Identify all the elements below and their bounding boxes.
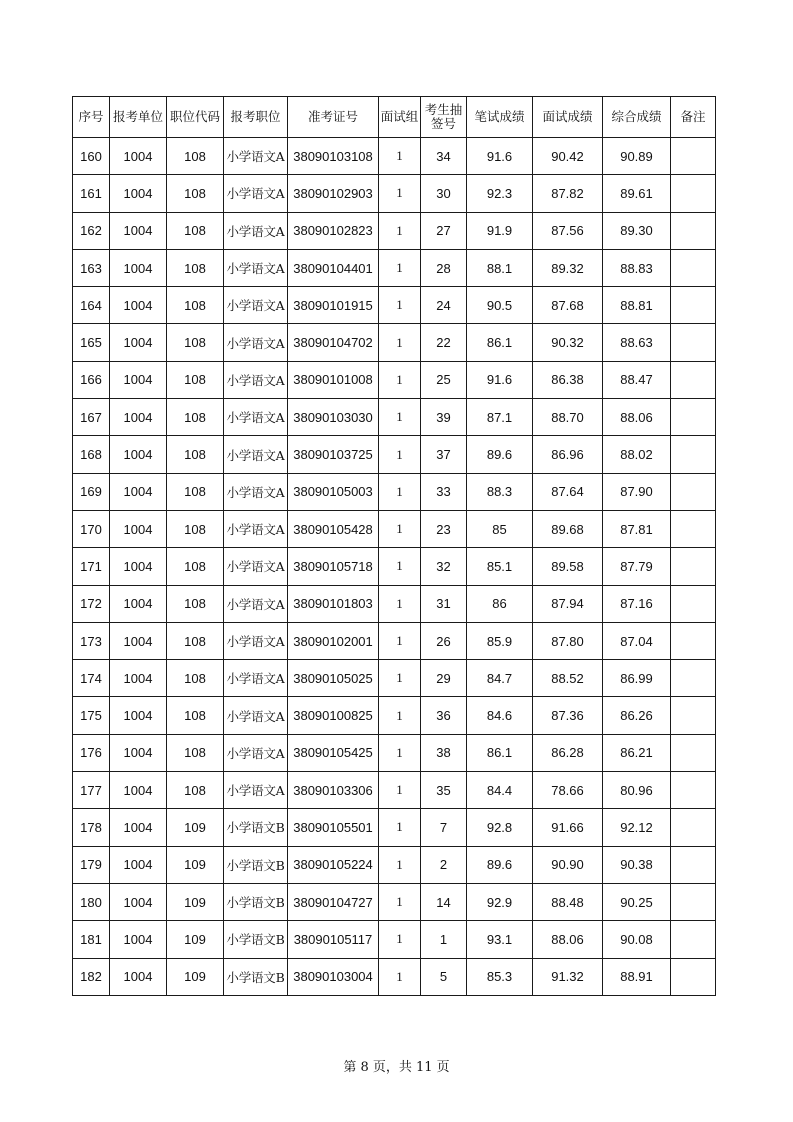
cell-interview-group: 1 xyxy=(379,510,421,547)
table-row xyxy=(73,809,716,846)
cell-interview-score: 91.32 xyxy=(533,958,603,995)
table-row xyxy=(73,622,716,659)
cell-position: 小学语文A xyxy=(224,548,288,585)
cell-interview-score: 87.94 xyxy=(533,585,603,622)
cell-total-score: 90.38 xyxy=(603,846,671,883)
cell-written-score: 85.3 xyxy=(467,958,533,995)
cell-remark xyxy=(671,510,716,547)
cell-written-score: 93.1 xyxy=(467,921,533,958)
cell-position: 小学语文A xyxy=(224,772,288,809)
cell-interview-group: 1 xyxy=(379,697,421,734)
cell-exam-id: 38090101008 xyxy=(288,361,379,398)
cell-interview-group: 1 xyxy=(379,772,421,809)
cell-lot-number: 36 xyxy=(421,697,467,734)
cell-interview-score: 89.58 xyxy=(533,548,603,585)
cell-position: 小学语文A xyxy=(224,399,288,436)
cell-position: 小学语文A xyxy=(224,622,288,659)
cell-remark xyxy=(671,958,716,995)
cell-seq: 177 xyxy=(73,772,110,809)
cell-position: 小学语文A xyxy=(224,324,288,361)
cell-unit: 1004 xyxy=(110,175,167,212)
col-header-seq: 序号 xyxy=(73,97,110,138)
cell-total-score: 87.04 xyxy=(603,622,671,659)
cell-seq: 180 xyxy=(73,883,110,920)
cell-lot-number: 7 xyxy=(421,809,467,846)
cell-position-code: 108 xyxy=(167,772,224,809)
cell-lot-number: 1 xyxy=(421,921,467,958)
cell-lot-number: 38 xyxy=(421,734,467,771)
cell-exam-id: 38090102903 xyxy=(288,175,379,212)
cell-position: 小学语文A xyxy=(224,585,288,622)
cell-interview-group: 1 xyxy=(379,958,421,995)
cell-written-score: 84.7 xyxy=(467,660,533,697)
cell-remark xyxy=(671,324,716,361)
cell-position: 小学语文A xyxy=(224,697,288,734)
cell-interview-score: 88.52 xyxy=(533,660,603,697)
cell-total-score: 88.81 xyxy=(603,287,671,324)
cell-interview-group: 1 xyxy=(379,548,421,585)
cell-seq: 162 xyxy=(73,212,110,249)
cell-total-score: 88.91 xyxy=(603,958,671,995)
cell-unit: 1004 xyxy=(110,734,167,771)
cell-position: 小学语文A xyxy=(224,510,288,547)
cell-exam-id: 38090105224 xyxy=(288,846,379,883)
col-header-total-score: 综合成绩 xyxy=(603,97,671,138)
cell-position: 小学语文A xyxy=(224,138,288,175)
cell-seq: 174 xyxy=(73,660,110,697)
cell-position-code: 109 xyxy=(167,846,224,883)
cell-written-score: 86 xyxy=(467,585,533,622)
col-header-position-code: 职位代码 xyxy=(167,97,224,138)
cell-lot-number: 37 xyxy=(421,436,467,473)
cell-position: 小学语文A xyxy=(224,212,288,249)
cell-position: 小学语文A xyxy=(224,249,288,286)
cell-interview-group: 1 xyxy=(379,361,421,398)
cell-unit: 1004 xyxy=(110,399,167,436)
cell-position-code: 108 xyxy=(167,697,224,734)
table-row xyxy=(73,287,716,324)
cell-lot-number: 39 xyxy=(421,399,467,436)
cell-total-score: 89.61 xyxy=(603,175,671,212)
cell-position-code: 108 xyxy=(167,510,224,547)
cell-position: 小学语文A xyxy=(224,175,288,212)
cell-remark xyxy=(671,361,716,398)
cell-lot-number: 23 xyxy=(421,510,467,547)
cell-position-code: 108 xyxy=(167,138,224,175)
cell-interview-score: 86.96 xyxy=(533,436,603,473)
cell-interview-group: 1 xyxy=(379,399,421,436)
cell-lot-number: 29 xyxy=(421,660,467,697)
table-row xyxy=(73,697,716,734)
cell-position-code: 108 xyxy=(167,175,224,212)
cell-remark xyxy=(671,175,716,212)
cell-interview-group: 1 xyxy=(379,734,421,771)
cell-seq: 160 xyxy=(73,138,110,175)
cell-unit: 1004 xyxy=(110,772,167,809)
cell-unit: 1004 xyxy=(110,958,167,995)
cell-written-score: 91.9 xyxy=(467,212,533,249)
cell-remark xyxy=(671,622,716,659)
page-footer: 第 8 页，共 11 页 xyxy=(343,1060,450,1075)
cell-seq: 179 xyxy=(73,846,110,883)
cell-interview-group: 1 xyxy=(379,660,421,697)
cell-interview-score: 90.32 xyxy=(533,324,603,361)
col-header-position: 报考职位 xyxy=(224,97,288,138)
cell-lot-number: 33 xyxy=(421,473,467,510)
cell-seq: 170 xyxy=(73,510,110,547)
cell-total-score: 87.81 xyxy=(603,510,671,547)
table-row xyxy=(73,324,716,361)
cell-total-score: 90.08 xyxy=(603,921,671,958)
table-row xyxy=(73,585,716,622)
cell-exam-id: 38090104702 xyxy=(288,324,379,361)
cell-remark xyxy=(671,212,716,249)
cell-written-score: 90.5 xyxy=(467,287,533,324)
cell-written-score: 86.1 xyxy=(467,734,533,771)
cell-position: 小学语文B xyxy=(224,958,288,995)
cell-seq: 181 xyxy=(73,921,110,958)
cell-interview-score: 87.68 xyxy=(533,287,603,324)
cell-unit: 1004 xyxy=(110,622,167,659)
col-header-lot-number: 考生抽签号 xyxy=(421,97,467,138)
cell-written-score: 88.1 xyxy=(467,249,533,286)
cell-lot-number: 2 xyxy=(421,846,467,883)
cell-position-code: 108 xyxy=(167,436,224,473)
cell-interview-group: 1 xyxy=(379,883,421,920)
cell-lot-number: 26 xyxy=(421,622,467,659)
cell-lot-number: 30 xyxy=(421,175,467,212)
col-header-unit: 报考单位 xyxy=(110,97,167,138)
cell-seq: 163 xyxy=(73,249,110,286)
cell-position-code: 108 xyxy=(167,585,224,622)
cell-unit: 1004 xyxy=(110,287,167,324)
table-row xyxy=(73,361,716,398)
cell-unit: 1004 xyxy=(110,921,167,958)
cell-position-code: 108 xyxy=(167,660,224,697)
cell-total-score: 88.63 xyxy=(603,324,671,361)
cell-seq: 169 xyxy=(73,473,110,510)
cell-interview-group: 1 xyxy=(379,846,421,883)
cell-interview-score: 87.64 xyxy=(533,473,603,510)
cell-seq: 178 xyxy=(73,809,110,846)
cell-written-score: 85.9 xyxy=(467,622,533,659)
cell-position-code: 108 xyxy=(167,249,224,286)
cell-written-score: 92.8 xyxy=(467,809,533,846)
cell-written-score: 86.1 xyxy=(467,324,533,361)
cell-total-score: 87.90 xyxy=(603,473,671,510)
cell-unit: 1004 xyxy=(110,249,167,286)
cell-total-score: 87.79 xyxy=(603,548,671,585)
cell-exam-id: 38090105425 xyxy=(288,734,379,771)
cell-interview-score: 86.28 xyxy=(533,734,603,771)
cell-exam-id: 38090105501 xyxy=(288,809,379,846)
cell-position-code: 108 xyxy=(167,548,224,585)
cell-unit: 1004 xyxy=(110,212,167,249)
table-row xyxy=(73,958,716,995)
cell-remark xyxy=(671,548,716,585)
cell-total-score: 89.30 xyxy=(603,212,671,249)
cell-interview-score: 87.82 xyxy=(533,175,603,212)
cell-interview-score: 90.42 xyxy=(533,138,603,175)
cell-exam-id: 38090105003 xyxy=(288,473,379,510)
cell-unit: 1004 xyxy=(110,846,167,883)
cell-position-code: 108 xyxy=(167,212,224,249)
cell-unit: 1004 xyxy=(110,324,167,361)
cell-interview-group: 1 xyxy=(379,175,421,212)
cell-exam-id: 38090102001 xyxy=(288,622,379,659)
table-row xyxy=(73,772,716,809)
cell-exam-id: 38090105428 xyxy=(288,510,379,547)
cell-remark xyxy=(671,287,716,324)
cell-remark xyxy=(671,734,716,771)
cell-position-code: 108 xyxy=(167,399,224,436)
cell-exam-id: 38090103004 xyxy=(288,958,379,995)
cell-position: 小学语文B xyxy=(224,883,288,920)
cell-exam-id: 38090104401 xyxy=(288,249,379,286)
cell-interview-group: 1 xyxy=(379,249,421,286)
table-row xyxy=(73,510,716,547)
cell-interview-score: 89.32 xyxy=(533,249,603,286)
cell-exam-id: 38090104727 xyxy=(288,883,379,920)
cell-position: 小学语文B xyxy=(224,846,288,883)
cell-position-code: 108 xyxy=(167,473,224,510)
cell-exam-id: 38090102823 xyxy=(288,212,379,249)
cell-lot-number: 35 xyxy=(421,772,467,809)
cell-unit: 1004 xyxy=(110,361,167,398)
cell-total-score: 88.06 xyxy=(603,399,671,436)
cell-interview-score: 87.80 xyxy=(533,622,603,659)
col-header-interview-group: 面试组 xyxy=(379,97,421,138)
cell-unit: 1004 xyxy=(110,585,167,622)
cell-interview-score: 91.66 xyxy=(533,809,603,846)
table-row xyxy=(73,249,716,286)
cell-total-score: 86.26 xyxy=(603,697,671,734)
cell-total-score: 87.16 xyxy=(603,585,671,622)
table-row xyxy=(73,734,716,771)
cell-interview-group: 1 xyxy=(379,809,421,846)
cell-lot-number: 31 xyxy=(421,585,467,622)
cell-exam-id: 38090105718 xyxy=(288,548,379,585)
header-row xyxy=(73,97,716,138)
cell-exam-id: 38090101803 xyxy=(288,585,379,622)
cell-written-score: 91.6 xyxy=(467,138,533,175)
cell-position: 小学语文A xyxy=(224,287,288,324)
cell-written-score: 87.1 xyxy=(467,399,533,436)
cell-written-score: 91.6 xyxy=(467,361,533,398)
cell-lot-number: 14 xyxy=(421,883,467,920)
cell-exam-id: 38090103306 xyxy=(288,772,379,809)
cell-interview-score: 90.90 xyxy=(533,846,603,883)
cell-seq: 167 xyxy=(73,399,110,436)
cell-written-score: 84.4 xyxy=(467,772,533,809)
table-body xyxy=(73,138,716,996)
cell-interview-group: 1 xyxy=(379,212,421,249)
cell-seq: 172 xyxy=(73,585,110,622)
cell-position-code: 109 xyxy=(167,883,224,920)
cell-total-score: 90.89 xyxy=(603,138,671,175)
cell-unit: 1004 xyxy=(110,697,167,734)
cell-interview-group: 1 xyxy=(379,585,421,622)
cell-exam-id: 38090100825 xyxy=(288,697,379,734)
cell-exam-id: 38090103030 xyxy=(288,399,379,436)
cell-seq: 166 xyxy=(73,361,110,398)
cell-total-score: 88.02 xyxy=(603,436,671,473)
cell-remark xyxy=(671,249,716,286)
cell-unit: 1004 xyxy=(110,548,167,585)
cell-interview-group: 1 xyxy=(379,622,421,659)
cell-interview-score: 78.66 xyxy=(533,772,603,809)
cell-total-score: 80.96 xyxy=(603,772,671,809)
cell-lot-number: 25 xyxy=(421,361,467,398)
table-row xyxy=(73,883,716,920)
table-row xyxy=(73,660,716,697)
score-table xyxy=(72,96,716,996)
cell-seq: 173 xyxy=(73,622,110,659)
cell-remark xyxy=(671,399,716,436)
cell-total-score: 92.12 xyxy=(603,809,671,846)
cell-seq: 168 xyxy=(73,436,110,473)
cell-remark xyxy=(671,436,716,473)
cell-lot-number: 28 xyxy=(421,249,467,286)
cell-lot-number: 34 xyxy=(421,138,467,175)
cell-unit: 1004 xyxy=(110,436,167,473)
cell-total-score: 86.21 xyxy=(603,734,671,771)
cell-exam-id: 38090103725 xyxy=(288,436,379,473)
cell-total-score: 88.83 xyxy=(603,249,671,286)
cell-seq: 175 xyxy=(73,697,110,734)
cell-interview-score: 87.36 xyxy=(533,697,603,734)
cell-unit: 1004 xyxy=(110,473,167,510)
cell-written-score: 92.9 xyxy=(467,883,533,920)
cell-interview-group: 1 xyxy=(379,436,421,473)
cell-unit: 1004 xyxy=(110,660,167,697)
cell-exam-id: 38090103108 xyxy=(288,138,379,175)
cell-written-score: 89.6 xyxy=(467,846,533,883)
cell-position: 小学语文A xyxy=(224,361,288,398)
cell-exam-id: 38090105025 xyxy=(288,660,379,697)
cell-interview-group: 1 xyxy=(379,921,421,958)
cell-exam-id: 38090101915 xyxy=(288,287,379,324)
table-row xyxy=(73,212,716,249)
cell-remark xyxy=(671,138,716,175)
cell-unit: 1004 xyxy=(110,138,167,175)
cell-position-code: 108 xyxy=(167,287,224,324)
cell-position-code: 108 xyxy=(167,622,224,659)
table-row xyxy=(73,436,716,473)
cell-total-score: 90.25 xyxy=(603,883,671,920)
cell-written-score: 92.3 xyxy=(467,175,533,212)
cell-exam-id: 38090105117 xyxy=(288,921,379,958)
cell-seq: 176 xyxy=(73,734,110,771)
cell-seq: 182 xyxy=(73,958,110,995)
cell-seq: 161 xyxy=(73,175,110,212)
cell-remark xyxy=(671,921,716,958)
cell-seq: 165 xyxy=(73,324,110,361)
cell-position: 小学语文B xyxy=(224,921,288,958)
cell-interview-score: 89.68 xyxy=(533,510,603,547)
table-row xyxy=(73,846,716,883)
cell-position: 小学语文A xyxy=(224,734,288,771)
cell-position-code: 108 xyxy=(167,324,224,361)
cell-interview-score: 88.48 xyxy=(533,883,603,920)
cell-seq: 164 xyxy=(73,287,110,324)
cell-interview-score: 88.70 xyxy=(533,399,603,436)
cell-position-code: 109 xyxy=(167,921,224,958)
cell-total-score: 86.99 xyxy=(603,660,671,697)
cell-remark xyxy=(671,809,716,846)
cell-total-score: 88.47 xyxy=(603,361,671,398)
table-row xyxy=(73,399,716,436)
col-header-interview-score: 面试成绩 xyxy=(533,97,603,138)
cell-lot-number: 24 xyxy=(421,287,467,324)
cell-position-code: 109 xyxy=(167,958,224,995)
table-row xyxy=(73,921,716,958)
cell-position-code: 109 xyxy=(167,809,224,846)
cell-interview-group: 1 xyxy=(379,473,421,510)
cell-position: 小学语文B xyxy=(224,809,288,846)
col-header-exam-id: 准考证号 xyxy=(288,97,379,138)
col-header-remark: 备注 xyxy=(671,97,716,138)
cell-written-score: 89.6 xyxy=(467,436,533,473)
table-row xyxy=(73,138,716,175)
cell-written-score: 85.1 xyxy=(467,548,533,585)
cell-position: 小学语文A xyxy=(224,436,288,473)
cell-interview-score: 87.56 xyxy=(533,212,603,249)
cell-lot-number: 32 xyxy=(421,548,467,585)
cell-interview-group: 1 xyxy=(379,324,421,361)
cell-position-code: 108 xyxy=(167,734,224,771)
cell-interview-group: 1 xyxy=(379,287,421,324)
cell-lot-number: 22 xyxy=(421,324,467,361)
cell-lot-number: 5 xyxy=(421,958,467,995)
cell-remark xyxy=(671,473,716,510)
cell-position: 小学语文A xyxy=(224,473,288,510)
cell-remark xyxy=(671,697,716,734)
cell-position: 小学语文A xyxy=(224,660,288,697)
cell-written-score: 88.3 xyxy=(467,473,533,510)
cell-interview-score: 88.06 xyxy=(533,921,603,958)
cell-seq: 171 xyxy=(73,548,110,585)
cell-written-score: 84.6 xyxy=(467,697,533,734)
cell-remark xyxy=(671,846,716,883)
cell-unit: 1004 xyxy=(110,883,167,920)
cell-position-code: 108 xyxy=(167,361,224,398)
table-row xyxy=(73,473,716,510)
cell-remark xyxy=(671,883,716,920)
cell-remark xyxy=(671,585,716,622)
col-header-written-score: 笔试成绩 xyxy=(467,97,533,138)
table-row xyxy=(73,548,716,585)
table-row xyxy=(73,175,716,212)
cell-unit: 1004 xyxy=(110,510,167,547)
cell-interview-score: 86.38 xyxy=(533,361,603,398)
cell-lot-number: 27 xyxy=(421,212,467,249)
cell-remark xyxy=(671,660,716,697)
cell-unit: 1004 xyxy=(110,809,167,846)
cell-written-score: 85 xyxy=(467,510,533,547)
cell-remark xyxy=(671,772,716,809)
cell-interview-group: 1 xyxy=(379,138,421,175)
